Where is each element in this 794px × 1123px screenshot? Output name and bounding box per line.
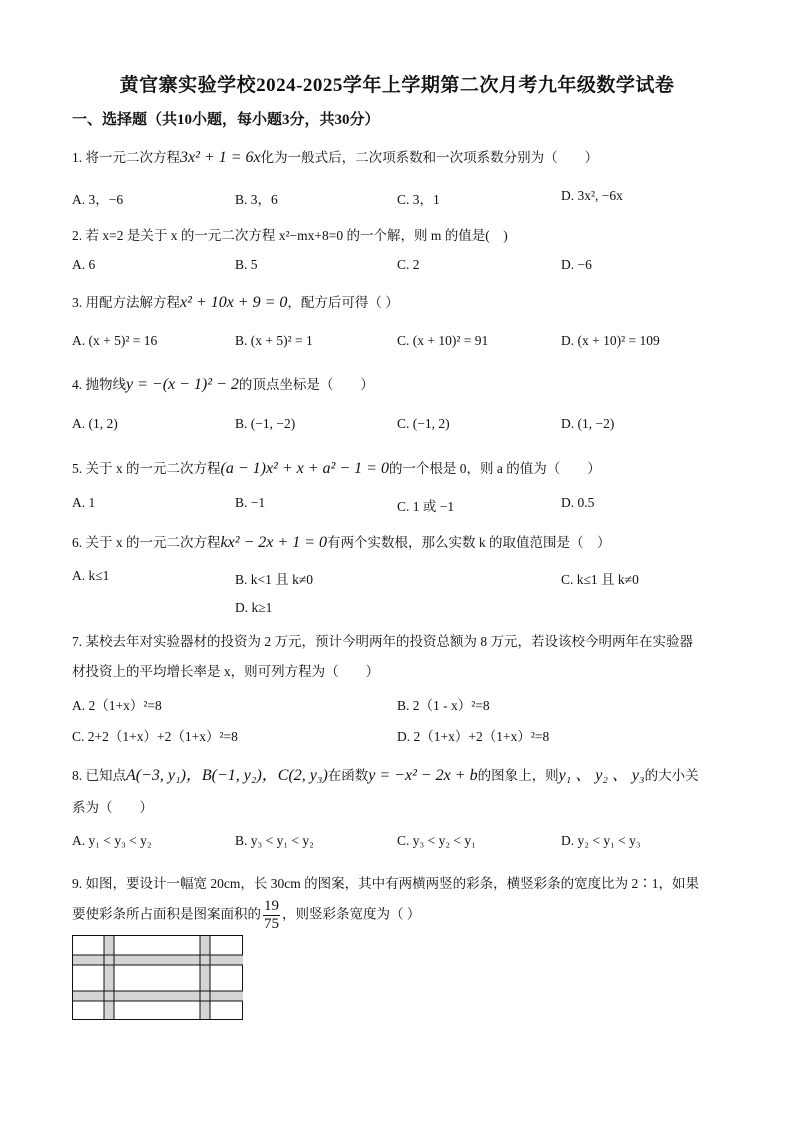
- q5-stem-start: 5. 关于 x 的一元二次方程: [72, 461, 221, 476]
- q8-variables: y₁ 、 y₂ 、 y₃: [558, 767, 645, 784]
- question-3: [72, 291, 399, 312]
- q1-stem-start: 1. 将一元二次方程: [72, 150, 180, 165]
- q1-option-c: C. 3，1: [397, 192, 440, 207]
- question-7-line-1: 7. 某校去年对实验器材的投资为 2 万元，预计今明两年的投资总额为 8 万元，若设该校今明两年在实验器: [72, 634, 693, 649]
- q5-equation: (a − 1)x² + x + a² − 1 = 0: [220, 460, 389, 477]
- q9-stem-end: ，则竖彩条宽度为（ ）: [282, 906, 421, 922]
- q6-option-c: C. k≤1 且 k≠0: [561, 572, 639, 587]
- q8-option-a: A. y₁ < y₃ < y₂: [72, 833, 152, 848]
- q8-stem-start: 8. 已知点: [72, 768, 126, 783]
- q8-stem-end: 的大小关: [644, 768, 699, 783]
- pattern-border: [73, 936, 243, 1020]
- q8-option-c: C. y₃ < y₂ < y₁: [397, 833, 476, 848]
- q4-equation: y = −(x − 1)² − 2: [126, 376, 239, 393]
- question-7-line-2: 材投资上的平均增长率是 x，则可列方程为（ ）: [72, 664, 380, 679]
- q2-option-d: D. −6: [561, 257, 592, 272]
- q2-option-c: C. 2: [397, 257, 420, 272]
- q6-stem-start: 6. 关于 x 的一元二次方程: [72, 535, 221, 550]
- question-4: [72, 373, 374, 394]
- q1-equation: 3x² + 1 = 6x: [180, 149, 261, 166]
- q8-stem-mid2: 的图象上，则: [477, 768, 559, 783]
- q5-option-d: D. 0.5: [561, 495, 595, 510]
- q9-fraction-numerator: 19: [264, 898, 279, 914]
- q6-stem-end: 有两个实数根，那么实数 k 的取值范围是（ ）: [327, 535, 611, 550]
- q3-equation: x² + 10x + 9 = 0: [180, 294, 288, 311]
- q6-option-b: B. k<1 且 k≠0: [235, 572, 314, 587]
- q5-option-a: A. 1: [72, 495, 96, 510]
- q3-option-b: B. (x + 5)² = 1: [235, 333, 313, 348]
- question-6: [72, 531, 611, 552]
- stripe-pattern-figure: [72, 935, 244, 1021]
- q8-option-b: B. y₃ < y₁ < y₂: [235, 833, 314, 848]
- q4-option-c: C. (−1, 2): [397, 416, 450, 431]
- vertical-stripe-2: [200, 936, 210, 1019]
- q5-option-c: C. 1 或 −1: [397, 499, 455, 514]
- q3-option-a: A. (x + 5)² = 16: [72, 333, 158, 348]
- question-9-line-2: [72, 898, 420, 933]
- q4-stem-end: 的顶点坐标是（ ）: [238, 377, 374, 392]
- q2-option-a: A. 6: [72, 257, 96, 272]
- q3-stem-start: 3. 用配方法解方程: [72, 295, 180, 310]
- q5-option-b: B. −1: [235, 495, 266, 510]
- q7-option-a: A. 2（1+x）²=8: [72, 698, 162, 713]
- q8-points: A(−3, y₁)，B(−1, y₂)，C(2, y₃): [126, 767, 328, 784]
- q4-stem-start: 4. 抛物线: [72, 377, 126, 392]
- q9-fraction: [263, 898, 280, 933]
- q7-option-c: C. 2+2（1+x）+2（1+x）²=8: [72, 729, 238, 744]
- page-title: 黄官寨实验学校2024-2025学年上学期第二次月考九年级数学试卷: [119, 75, 675, 96]
- section-heading: 一、选择题（共10小题，每小题3分，共30分）: [72, 112, 380, 128]
- vertical-stripe-1: [104, 936, 114, 1019]
- q1-option-a: A. 3，−6: [72, 192, 124, 207]
- question-8-line-2: 系为（ ）: [72, 800, 153, 815]
- q8-stem-mid: 在函数: [327, 768, 369, 783]
- q6-option-a: A. k≤1: [72, 568, 110, 583]
- q3-stem-end: ，配方后可得（ ）: [287, 295, 399, 310]
- q7-option-b: B. 2（1 - x）²=8: [397, 698, 490, 713]
- horizontal-stripe-1: [73, 955, 243, 965]
- q4-option-b: B. (−1, −2): [235, 416, 296, 431]
- q1-option-b: B. 3，6: [235, 192, 278, 207]
- question-2: 2. 若 x=2 是关于 x 的一元二次方程 x²−mx+8=0 的一个解，则 m 的值是( ): [72, 228, 508, 243]
- question-1: [72, 146, 598, 167]
- question-9-line-1: 9. 如图，要设计一幅宽 20cm，长 30cm 的图案，其中有两横两竖的彩条，横竖彩条的宽度比为 2∶1，如果: [72, 876, 699, 891]
- q6-option-d: D. k≥1: [235, 600, 273, 615]
- q4-option-d: D. (1, −2): [561, 416, 615, 431]
- q8-option-d: D. y₂ < y₁ < y₃: [561, 833, 641, 848]
- q3-option-d: D. (x + 10)² = 109: [561, 333, 660, 348]
- q1-stem-end: 化为一般式后，二次项系数和一次项系数分别为（ ）: [260, 150, 599, 165]
- q9-fraction-denominator: 75: [264, 916, 279, 932]
- question-8-line-1: [72, 762, 699, 785]
- q9-stem-start: 要使彩条所占面积是图案面积的: [72, 906, 261, 922]
- q6-equation: kx² − 2x + 1 = 0: [220, 534, 327, 551]
- horizontal-stripe-2: [73, 991, 243, 1001]
- q2-option-b: B. 5: [235, 257, 258, 272]
- q1-option-d: D. 3x², −6x: [561, 188, 623, 203]
- q8-function: y = −x² − 2x + b: [368, 767, 478, 784]
- question-5: [72, 457, 601, 478]
- q3-option-c: C. (x + 10)² = 91: [397, 333, 489, 348]
- q5-stem-end: 的一个根是 0，则 a 的值为（ ）: [388, 461, 601, 476]
- q4-option-a: A. (1, 2): [72, 416, 118, 431]
- q7-option-d: D. 2（1+x）+2（1+x）²=8: [397, 729, 550, 744]
